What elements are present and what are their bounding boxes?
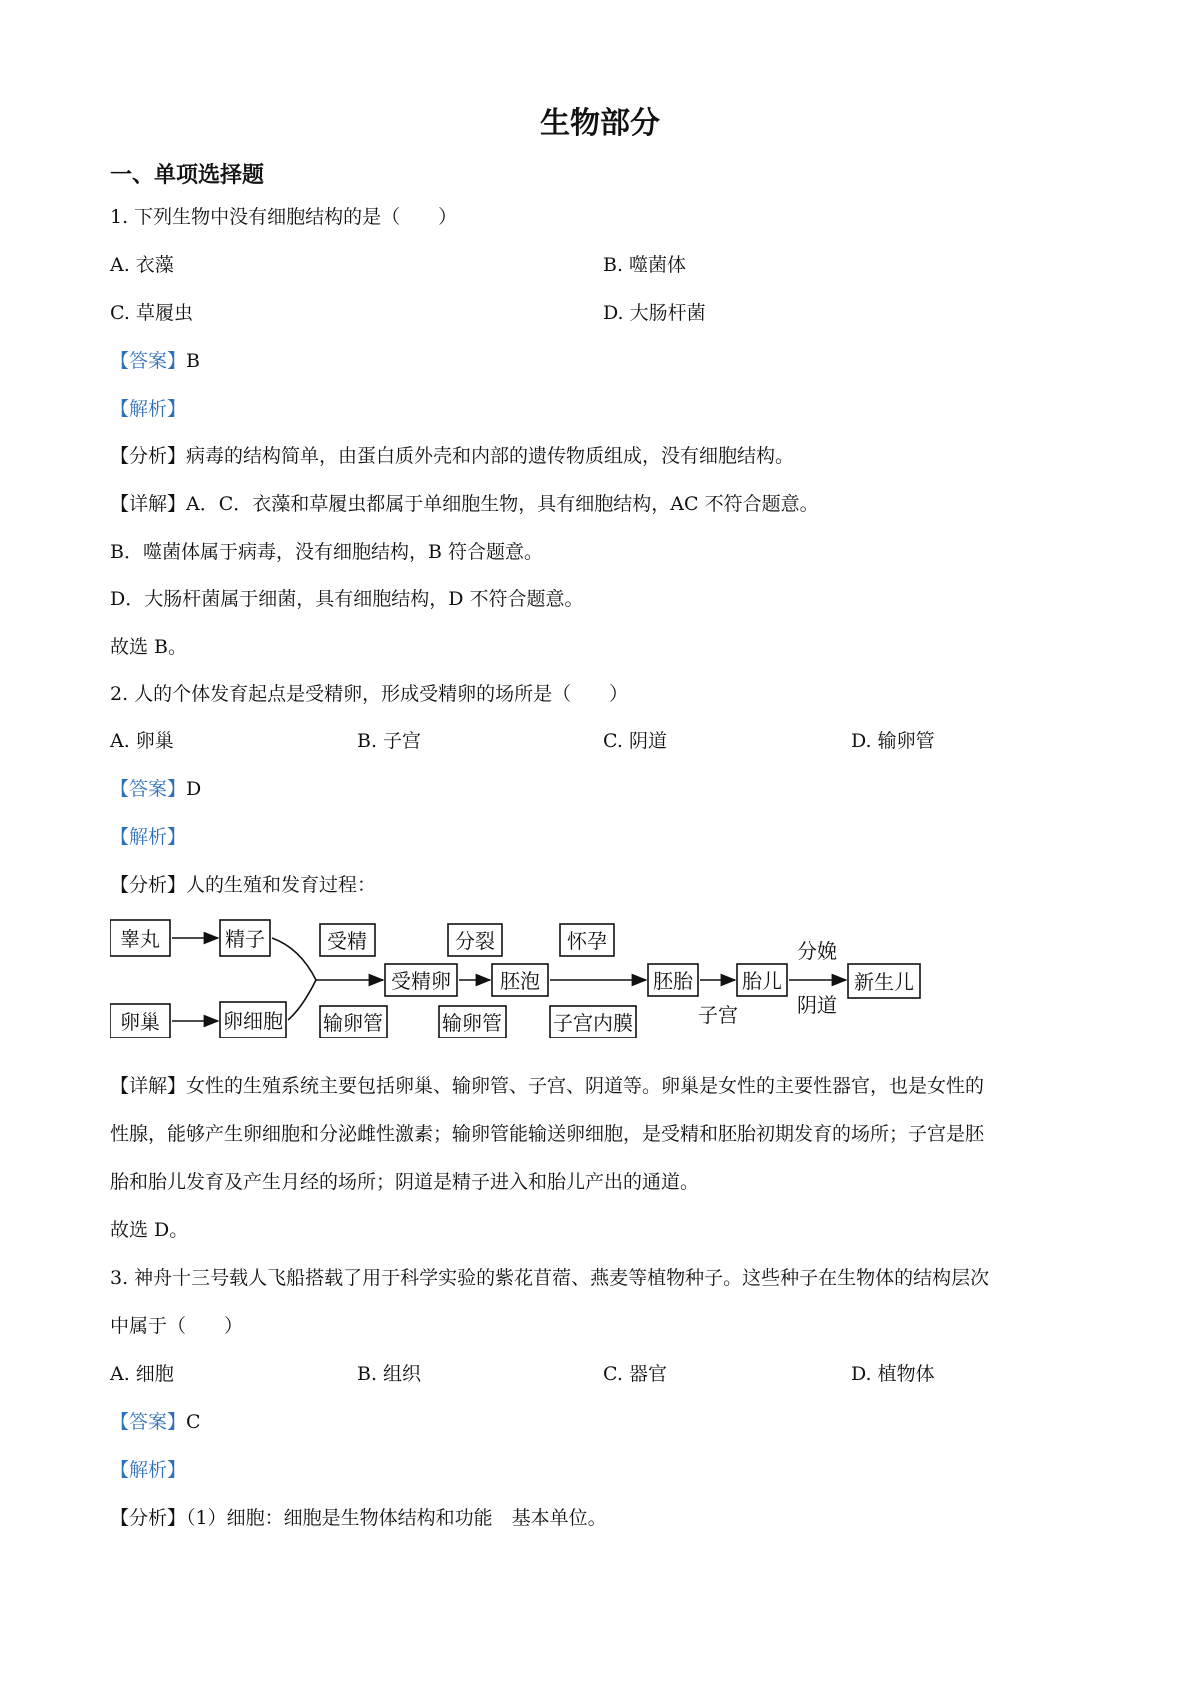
q1-option-a: A. 衣藻 <box>110 254 174 276</box>
label-zygote: 受精卵 <box>391 969 451 993</box>
label-division: 分裂 <box>455 929 495 953</box>
q3-fenxi <box>110 1506 607 1530</box>
q3-option-a: A. 细胞 <box>110 1363 174 1385</box>
label-egg: 卵细胞 <box>223 1009 283 1033</box>
label-embryo: 胚胎 <box>653 969 693 993</box>
label-delivery: 分娩 <box>797 939 837 963</box>
section-heading: 一、单项选择题 <box>110 163 265 188</box>
q3-option-d: D. 植物体 <box>851 1363 935 1385</box>
answer-tag: 【答案】 <box>110 1411 187 1433</box>
q2-stem: 2. 人的个体发育起点是受精卵，形成受精卵的场所是（ ） <box>110 683 629 705</box>
fenxi-text: 人的生殖和发育过程： <box>186 874 377 896</box>
fenxi-tag: 【分析】 <box>110 874 187 896</box>
answer-value: C <box>186 1411 201 1433</box>
label-newborn: 新生儿 <box>854 970 914 994</box>
q2-option-c: C. 阴道 <box>603 730 667 752</box>
xiangjie-tag: 【详解】 <box>110 493 187 515</box>
label-fetus: 胎儿 <box>742 969 782 993</box>
fenxi-text: 病毒的结构简单，由蛋白质外壳和内部的遗传物质组成，没有细胞结构。 <box>186 445 795 467</box>
q1-jiexi: 【解析】 <box>110 398 187 420</box>
q1-fenxi <box>110 444 794 468</box>
xiangjie-text: 女性的生殖系统主要包括卵巢、输卵管、子宫、阴道等。卵巢是女性的主要性器官，也是女性的 <box>186 1075 985 1097</box>
label-endometrium: 子宫内膜 <box>553 1011 633 1035</box>
q2-xiangjie-1 <box>110 1074 984 1098</box>
fenxi-text: （1）细胞：细胞是生物体结构和功能 基本单位。 <box>186 1507 607 1529</box>
q3-answer <box>110 1410 201 1434</box>
label-vagina: 阴道 <box>797 993 837 1017</box>
q1-xiangjie <box>110 492 819 516</box>
q2-xiangjie-3: 胎和胎儿发育及产生月经的场所；阴道是精子进入和胎儿产出的通道。 <box>110 1171 700 1193</box>
xiangjie-tag: 【详解】 <box>110 1075 187 1097</box>
q1-line-d: D．大肠杆菌属于细菌，具有细胞结构，D 不符合题意。 <box>110 588 584 610</box>
q3-stem-1: 3. 神舟十三号载人飞船搭载了用于科学实验的紫花苜蓿、燕麦等植物种子。这些种子在生物体的结构层次 <box>110 1267 990 1289</box>
q1-answer <box>110 349 200 373</box>
answer-tag: 【答案】 <box>110 350 187 372</box>
q2-option-a: A. 卵巢 <box>110 730 174 752</box>
q2-jiexi: 【解析】 <box>110 826 187 848</box>
q3-jiexi: 【解析】 <box>110 1459 187 1481</box>
xiangjie-text: A．C．衣藻和草履虫都属于单细胞生物，具有细胞结构，AC 不符合题意。 <box>186 493 819 515</box>
q2-option-d: D. 输卵管 <box>851 730 935 752</box>
q1-stem: 1. 下列生物中没有细胞结构的是（ ） <box>110 206 458 228</box>
label-fertilization: 受精 <box>327 929 367 953</box>
answer-value: D <box>186 778 202 800</box>
q1-option-d: D. 大肠杆菌 <box>603 302 706 324</box>
q3-option-b: B. 组织 <box>357 1363 422 1385</box>
q1-option-c: C. 草履虫 <box>110 302 193 324</box>
q2-answer <box>110 777 201 801</box>
q3-option-c: C. 器官 <box>603 1363 667 1385</box>
answer-tag: 【答案】 <box>110 778 187 800</box>
q2-option-b: B. 子宫 <box>357 730 422 752</box>
reproduction-diagram <box>110 908 930 1038</box>
q1-line-b: B．噬菌体属于病毒，没有细胞结构，B 符合题意。 <box>110 541 543 563</box>
label-ovary: 卵巢 <box>120 1010 160 1034</box>
label-oviduct-2: 输卵管 <box>442 1011 502 1035</box>
fenxi-tag: 【分析】 <box>110 445 187 467</box>
answer-value: B <box>186 350 200 372</box>
q3-stem-2: 中属于（ ） <box>110 1315 244 1337</box>
label-oviduct-1: 输卵管 <box>323 1011 383 1035</box>
label-uterus: 子宫 <box>698 1003 738 1027</box>
q1-option-b: B. 噬菌体 <box>603 254 687 276</box>
q2-xiangjie-2: 性腺，能够产生卵细胞和分泌雌性激素；输卵管能输送卵细胞，是受精和胚胎初期发育的场所；子宫是胚 <box>110 1123 985 1145</box>
q1-conclusion: 故选 B。 <box>110 636 188 658</box>
fenxi-tag: 【分析】 <box>110 1507 187 1529</box>
label-sperm: 精子 <box>225 927 265 951</box>
q2-fenxi <box>110 873 376 897</box>
q2-conclusion: 故选 D。 <box>110 1219 189 1241</box>
label-pregnancy: 怀孕 <box>567 929 607 953</box>
label-testis: 睾丸 <box>120 927 160 951</box>
label-blastocyst: 胚泡 <box>500 969 540 993</box>
page-title: 生物部分 <box>540 106 660 141</box>
